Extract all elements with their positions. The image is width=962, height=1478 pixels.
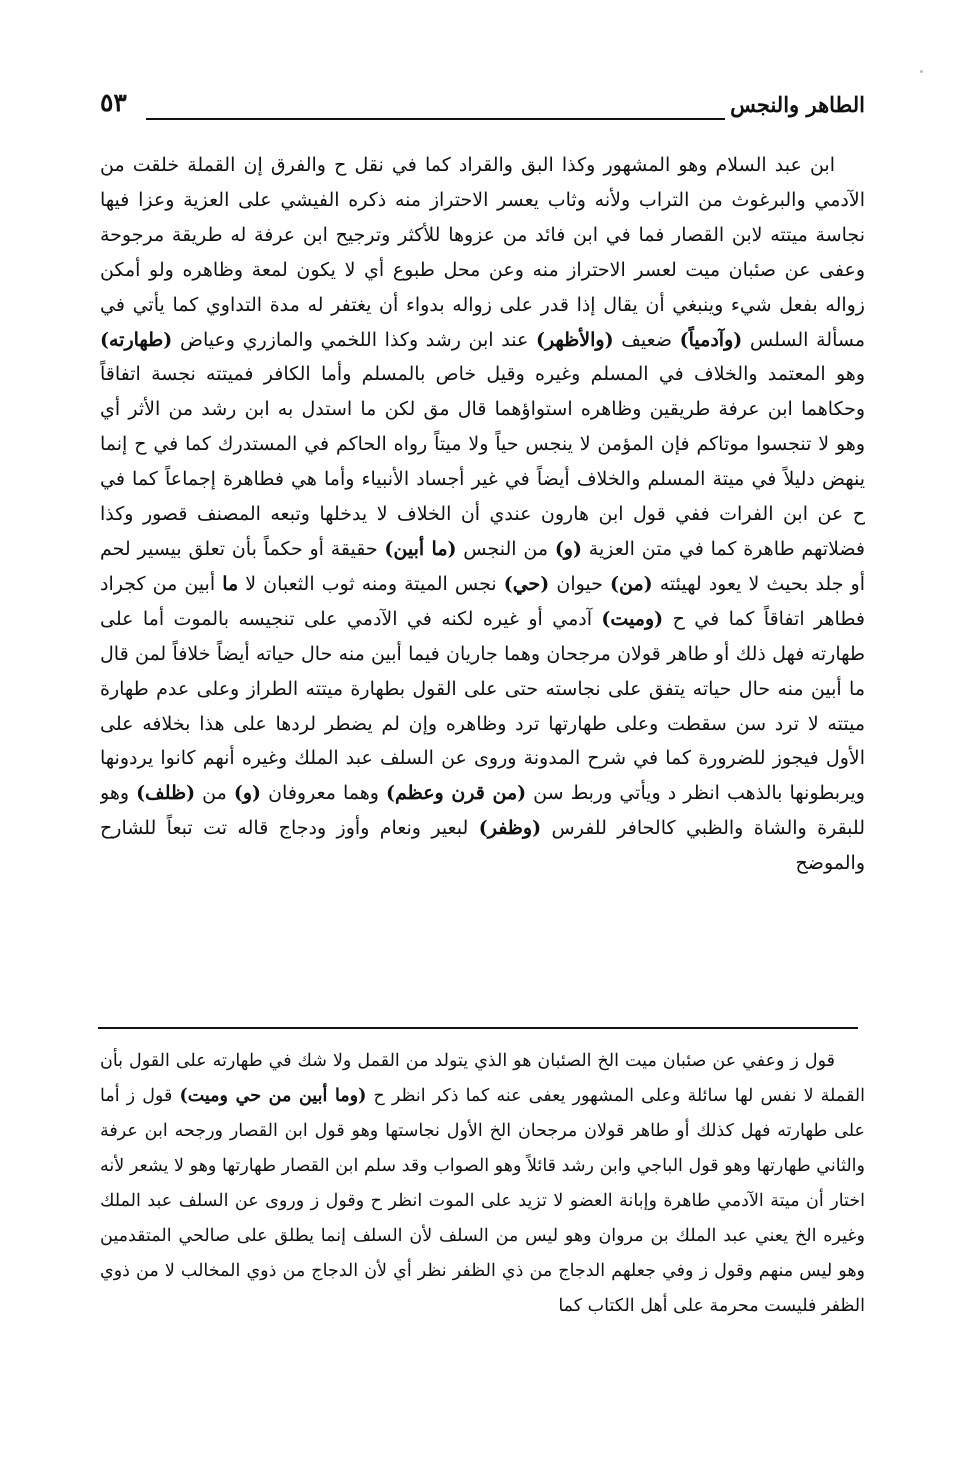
bold-term: (ظلف) [136, 782, 196, 805]
text-run: من [195, 782, 234, 805]
text-run: حقيقة أو حكماً بأن تعلق بيسير لحم أو جلد بحيث لا يعود لهيئته [100, 537, 865, 595]
bold-term: (والأظهر) [535, 328, 614, 351]
bold-term: (طهارته) [100, 328, 173, 351]
footnote-text [100, 1044, 865, 1404]
header-rule [146, 118, 725, 120]
text-run: ضعيف [613, 328, 680, 351]
text-run: من النجس [456, 537, 555, 560]
text-run: وهو للبقرة والشاة والظبي كالحافر للفرس [100, 782, 865, 840]
text-run: قول ز وعفي عن صئبان ميت الخ الصئبان هو الذي يتولد من القمل ولا شك في طهارته على القول بأن القملة لا نفس لها سائلة وعلى المشهور يعفى عنه كما ذكر انظر ح [100, 1051, 865, 1106]
header-title: الطاهر والنجس [730, 92, 865, 117]
text-run: أبين من كجراد فطاهر اتفاقاً كما في ح [100, 572, 865, 630]
main-paragraph [100, 148, 865, 881]
bold-term: (وميت) [601, 607, 664, 630]
text-run: آدمي أو غيره لكنه في الآدمي على تنجيسه بالموت أما على طهارته فهل ذلك أو طاهر قولان مرجحان وهما جاريان فيما أبين منه حال حياته أيضاً خلافاً لمن قال ما أبين منه حال حياته يتفق على نجاسته حتى على القول بطهارة ميتته الطراز وعلى عدم طهارة ميتته لا ترد سن سقطت وعلى طهارتها ترد وظاهره وإن لم يضطر لردها على هذا بخلافه على الأول فيجوز للضرورة كما في شرح المدونة وروى عن السلف عبد الملك وغيره أنهم كانوا يردونها ويربطونها بالذهب انظر د ويأتي وربط سن [100, 607, 865, 805]
page-number: ٥٣ [100, 88, 127, 117]
bold-term: (وظفر) [478, 817, 542, 840]
bold-term: (من قرن وعظم) [385, 782, 527, 805]
text-run: عند ابن رشد وكذا اللخمي والمازري وعياض [172, 328, 536, 351]
bold-term: (وآدمياً) [679, 328, 743, 351]
text-run: نجس الميتة ومنه ثوب الثعبان لا [238, 572, 504, 595]
footnote-separator [98, 1027, 858, 1029]
main-text [100, 148, 865, 1020]
text-run: لبعير ونعام وأوز ودجاج قاله تت تبعاً للشارح والموضح [100, 817, 865, 875]
running-header [100, 88, 865, 128]
footnote-paragraph [100, 1044, 865, 1324]
bold-term: (وما أبين من حي وميت) [179, 1086, 367, 1106]
text-run: قول ز أما على طهارته فهل كذلك أو طاهر قولان مرجحان الخ الأول نجاستها وهو قول ابن القصار ورجحه ابن عرفة والثاني طهارتها وهو قول الباجي وابن رشد قائلاً وهو الصواب وقد سلم ابن القصار طهارتها وهو لا يشعر لأنه اختار أن ميتة الآدمي طاهرة وإبانة العضو لا تزيد على الموت انظر ح وقول ز وروى عن السلف عبد الملك وغيره الخ يعني عبد الملك بن مروان وهو ليس من السلف لأن السلف إنما يطلق على صالحي المتقدمين وهو ليس منهم وقول ز وفي جعلهم الدجاج من ذي الظفر نظر أي لأن الدجاج من ذوي المخالب لا من ذوي الظفر فليست محرمة على أهل الكتاب كما [100, 1086, 865, 1316]
text-run: وهما معروفان [261, 782, 386, 805]
bold-term: ما [222, 572, 239, 595]
text-run: وهو المعتمد والخلاف في المسلم وغيره وقيل خاص بالمسلم وأما الكافر فميتته نجسة اتفاقاً وحكاهما ابن عرفة طريقين وظاهره استواؤهما قال مق لكن ما استدل به ابن رشد من الأثر أي وهو لا تنجسوا موتاكم فإن المؤمن لا ينجس حياً ولا ميتاً رواه الحاكم في المستدرك كما في ح إنما ينهض دليلاً في ميتة المسلم والخلاف أيضاً في غير أجساد الأنبياء وأما هي فطاهرة إجماعاً كما في ح عن ابن الفرات ففي قول ابن هارون عندي أن الخلاف لا يدخلها وتبعه المصنف قصور وكذا فضلاتهم طاهرة كما في متن العزية [100, 363, 865, 560]
bold-term: (حي) [503, 572, 550, 595]
text-run: حيوان [549, 572, 610, 595]
bold-term: (و) [554, 537, 582, 560]
bold-term: (من) [609, 572, 653, 595]
bold-term: (و) [233, 782, 262, 805]
text-run: ابن عبد السلام وهو المشهور وكذا البق والقراد كما في نقل ح والفرق إن القملة خلقت من الآدمي والبرغوث من التراب ولأنه وثاب يعسر الاحتراز منه ذكره الفيشي على العزية وعزا فيها نجاسة ميتته لابن القصار فما في ابن فائد من عزوها للأكثر وترجيح ابن عرفة له طريقة مرجوحة وعفى عن صئبان ميت لعسر الاحتراز منه وعن محل طبوع أي لا يكون لمعة وظاهره ولو أمكن زواله بفعل شيء وينبغي أن يقال إذا قدر على زواله بدواء أن يغتفر له مدة التداوي كما يأتي في مسألة السلس [100, 154, 865, 351]
scan-speck [920, 70, 923, 73]
bold-term: (ما أبين) [384, 537, 457, 560]
